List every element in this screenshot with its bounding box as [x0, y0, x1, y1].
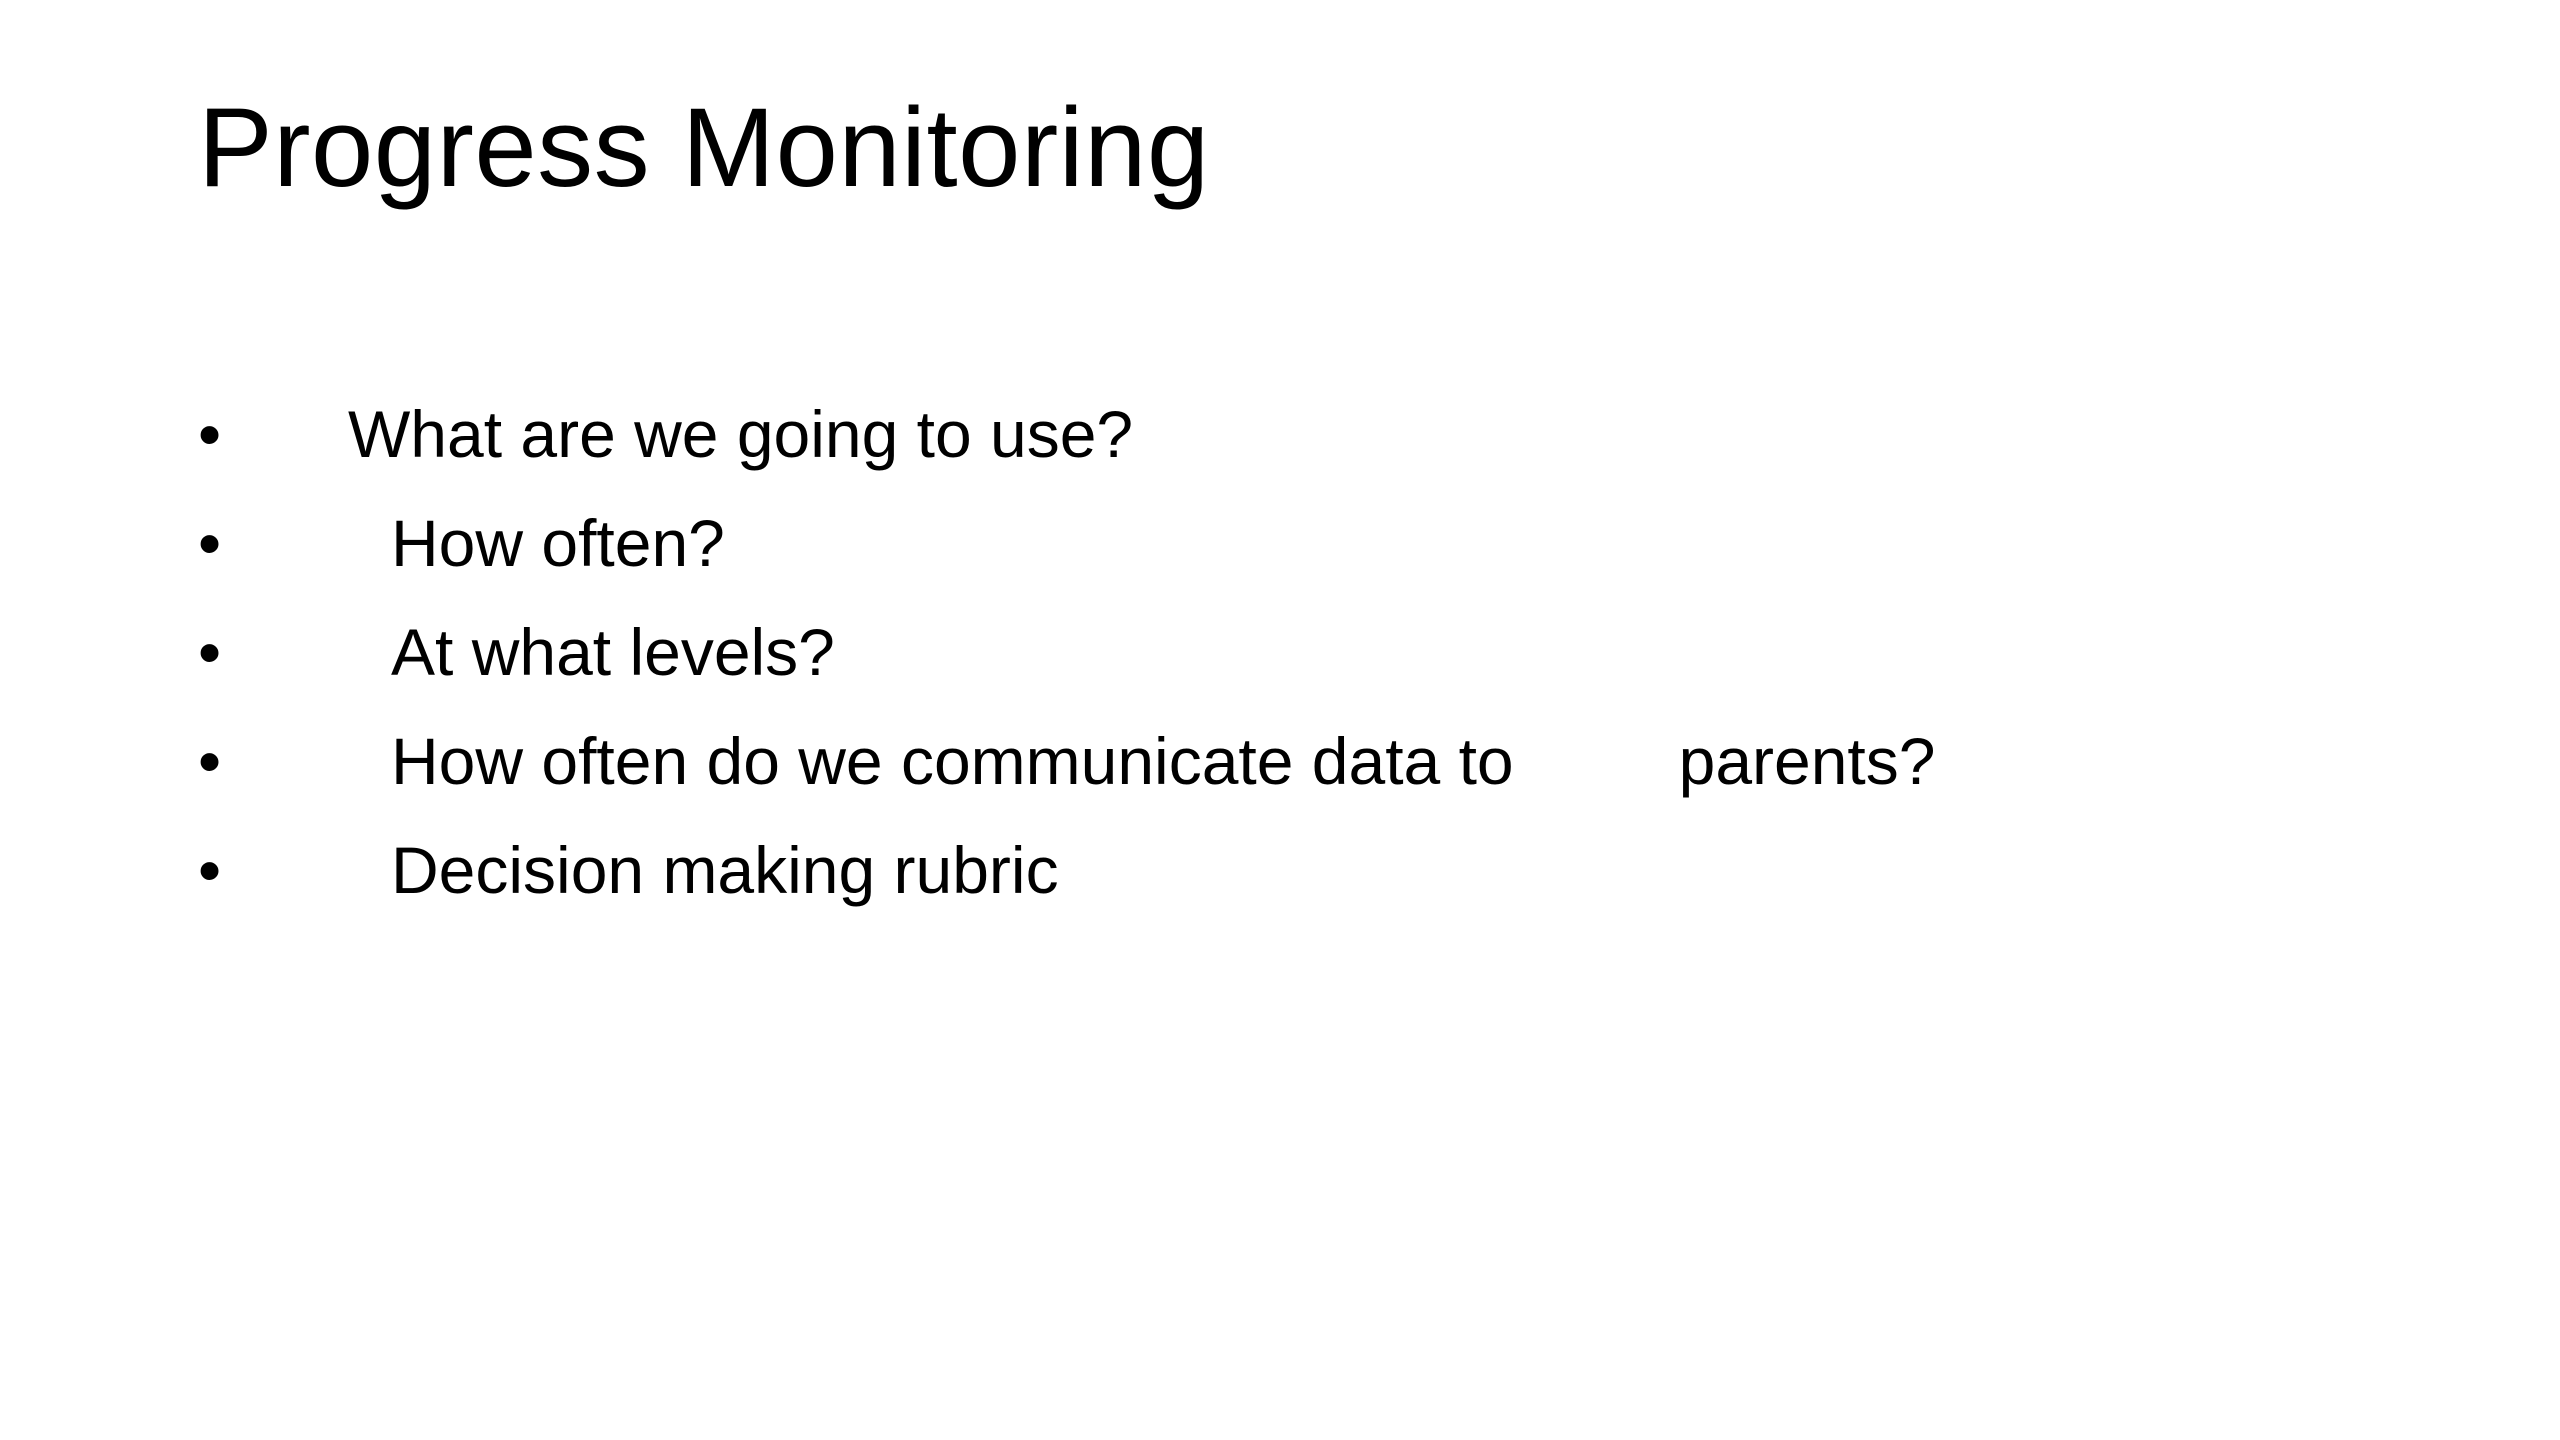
- bullet-dot-icon: •: [198, 506, 222, 580]
- bullet-text: What are we going to use?: [348, 397, 1134, 471]
- bullet-text: Decision making rubric: [391, 833, 1059, 907]
- bullet-text-part: How often do we communicate data to: [391, 724, 1514, 798]
- bullet-text: [391, 707, 1935, 816]
- bullet-dot-icon: •: [198, 724, 222, 798]
- bullet-dot-icon: •: [198, 615, 222, 689]
- slide-title: Progress Monitoring: [198, 85, 1210, 210]
- bullet-dot-icon: •: [198, 397, 222, 471]
- bullet-text-part: parents?: [1678, 724, 1936, 798]
- bullet-text: How often?: [391, 506, 725, 580]
- bullet-text: At what levels?: [391, 615, 835, 689]
- bullet-dot-icon: •: [198, 833, 222, 907]
